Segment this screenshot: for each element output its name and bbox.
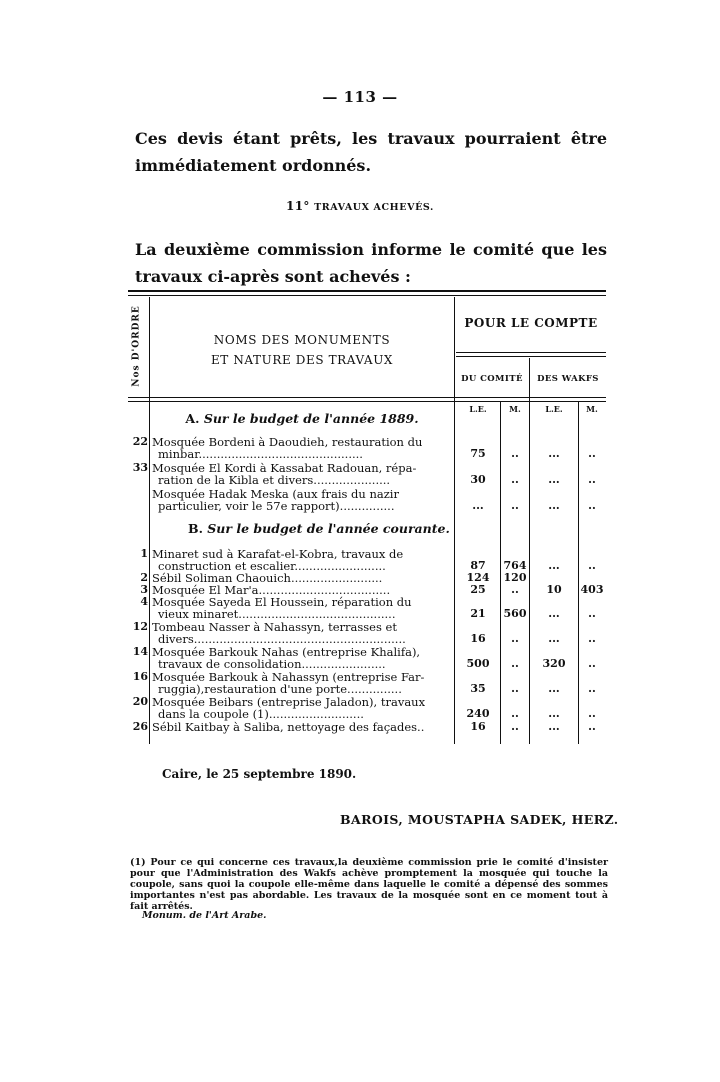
unit-m-wakfs: M. [586,404,598,414]
value-wakfs-le: ... [548,499,560,512]
value-wakfs-le: ... [548,607,560,620]
value-wakfs-le: ... [548,707,560,720]
row-description-line2: ruggia),restauration d'une porte............... [158,682,402,696]
row-description-line1: Tombeau Nasser à Nahassyn, terrasses et [152,620,397,634]
row-description-line1: Sébil Kaitbay à Saliba, nettoyage des façades.. [152,720,425,734]
signatures: BAROIS, MOUSTAPHA SADEK, HERZ. [340,812,619,827]
row-description-line1: Sébil Soliman Chaouich......................... [152,571,383,585]
value-comite-m: 764 [503,559,527,572]
row-description-line1: Mosquée Sayeda El Houssein, réparation du [152,595,412,609]
header-order-label: Nos D'ORDRE [132,305,143,387]
row-description-line2: vieux minaret........................................... [158,607,396,621]
value-wakfs-m: .. [588,707,596,720]
value-wakfs-le: ... [548,473,560,486]
row-number: 3 [140,583,148,596]
section-b-letter: B. [188,521,203,536]
row-description-line1: Mosquée Barkouk Nahas (entreprise Khalifa), [152,645,421,659]
section-b-label: Sur le budget de l'année courante. [207,521,450,536]
value-wakfs-le: 320 [542,657,566,670]
row-description-line1: Mosquée Beibars (entreprise Jaladon), travaux [152,695,426,709]
row-number: 4 [140,595,148,608]
value-wakfs-m: .. [588,559,596,572]
value-comite-le: 25 [470,583,486,596]
header-comite: DU COMITÉ [461,374,523,384]
row-description-line2: particulier, voir le 57e rapport)............... [158,499,395,513]
row-number: 1 [140,547,148,560]
lead-paragraph: La deuxième commission informe le comité que les travaux ci-après sont achevés : [135,240,607,286]
value-wakfs-le: ... [548,559,560,572]
row-description [152,671,450,695]
table-top-rule-thin [128,295,606,296]
section-title: TRAVAUX ACHEVÉS. [314,202,434,213]
row-number: 14 [132,645,148,658]
value-wakfs-le: ... [548,682,560,695]
row-description [152,488,450,512]
value-wakfs-le: 10 [546,583,562,596]
row-description-line1: Minaret sud à Karafat-el-Kobra, travaux de [152,547,404,561]
row-description-line1: Mosquée Bordeni à Daoudieh, restauration du [152,435,423,449]
value-comite-m: .. [511,657,519,670]
row-number: 26 [132,720,148,733]
row-number: 22 [132,435,148,448]
value-comite-le: 35 [470,682,486,695]
value-comite-m: .. [511,499,519,512]
value-comite-m: 560 [503,607,527,620]
value-comite-m: .. [511,583,519,596]
row-description-line2: travaux de consolidation....................... [158,657,386,671]
footnote: (1) Pour ce qui concerne ces travaux,la deuxième commission prie le comité d'insister pour que l'Administration des Wakfs achève promptement la mosquée qui touche la coupole, sans quoi la coupole elle-même dans laquelle le comité a dépensé des sommes importantes n'est pas abordable. Les travaux de la mosquée sont en ce moment tout à fait arrêtés. [130,857,608,912]
row-description-line2: construction et escalier......................... [158,559,386,573]
value-wakfs-m: .. [588,657,596,670]
place-date: Caire, le 25 septembre 1890. [162,767,357,781]
value-comite-m: .. [511,682,519,695]
unit-le-wakfs: L.E. [545,404,563,414]
header-names-line1: NOMS DES MONUMENTS [213,333,391,347]
value-comite-le: 16 [470,720,486,733]
value-comite-le: 124 [466,571,490,584]
section-b-heading [188,521,488,536]
value-comite-m: .. [511,473,519,486]
row-description-line2: ration de la Kibla et divers..................... [158,473,391,487]
value-comite-le: 21 [470,607,486,620]
value-wakfs-le: ... [548,447,560,460]
section-a-heading [152,411,452,426]
value-comite-le: ... [472,499,484,512]
value-wakfs-m: .. [588,447,596,460]
column-divider-order [149,297,150,744]
value-comite-le: 30 [470,473,486,486]
row-description-line2: minbar............................................. [158,447,363,461]
value-wakfs-le: ... [548,632,560,645]
header-wakfs: DES WAKFS [537,374,599,384]
value-wakfs-m: .. [588,607,596,620]
value-wakfs-m: .. [588,682,596,695]
value-comite-le: 500 [466,657,490,670]
section-heading [0,199,720,213]
header-names [152,330,452,370]
value-comite-le: 87 [470,559,486,572]
section-number: 11° [286,199,310,213]
row-description-line1: Mosquée El Mar'a.................................... [152,583,391,597]
row-description [152,596,450,620]
compte-rule [456,352,606,353]
value-comite-m: .. [511,707,519,720]
table-top-rule [128,290,606,292]
value-comite-m: .. [511,632,519,645]
value-comite-le: 75 [470,447,486,460]
table-header-rule [128,397,606,398]
value-wakfs-m: .. [588,499,596,512]
row-description-line2: dans la coupole (1).......................... [158,707,364,721]
row-number: 12 [132,620,148,633]
value-comite-m: 120 [503,571,527,584]
unit-le-comite: L.E. [469,404,487,414]
page-number: — 113 — [322,88,398,106]
value-wakfs-m: .. [588,720,596,733]
value-wakfs-m: 403 [580,583,604,596]
unit-m-comite: M. [509,404,521,414]
value-wakfs-m: .. [588,632,596,645]
value-comite-le: 16 [470,632,486,645]
header-compte: POUR LE COMPTE [464,316,598,330]
row-description [152,696,450,720]
row-number: 20 [132,695,148,708]
row-description-line1: Mosquée Hadak Meska (aux frais du nazir [152,487,399,501]
row-description-line2: divers.......................................................... [158,632,406,646]
source-note: Monum. de l'Art Arabe. [142,910,267,921]
value-comite-m: .. [511,447,519,460]
row-description-line1: Mosquée El Kordi à Kassabat Radouan, répa- [152,461,417,475]
row-description [152,721,450,733]
section-a-label: Sur le budget de l'année 1889. [203,411,419,426]
row-number: 2 [140,571,148,584]
row-description [152,436,450,460]
row-description [152,462,450,486]
compte-rule-thin [456,356,606,357]
row-number: 16 [132,670,148,683]
header-names-line2: ET NATURE DES TRAVAUX [210,353,394,367]
value-wakfs-m: .. [588,473,596,486]
value-comite-m: .. [511,720,519,733]
header-order [126,300,148,392]
row-description-line1: Mosquée Barkouk à Nahassyn (entreprise Far- [152,670,425,684]
row-description [152,646,450,670]
intro-paragraph: Ces devis étant prêts, les travaux pourraient être immédiatement ordonnés. [135,129,607,175]
section-a-letter: A. [185,411,200,426]
row-description [152,621,450,645]
row-number: 33 [132,461,148,474]
value-comite-le: 240 [466,707,490,720]
row-description [152,548,450,572]
table-header-rule-thin [128,401,606,402]
value-wakfs-le: ... [548,720,560,733]
